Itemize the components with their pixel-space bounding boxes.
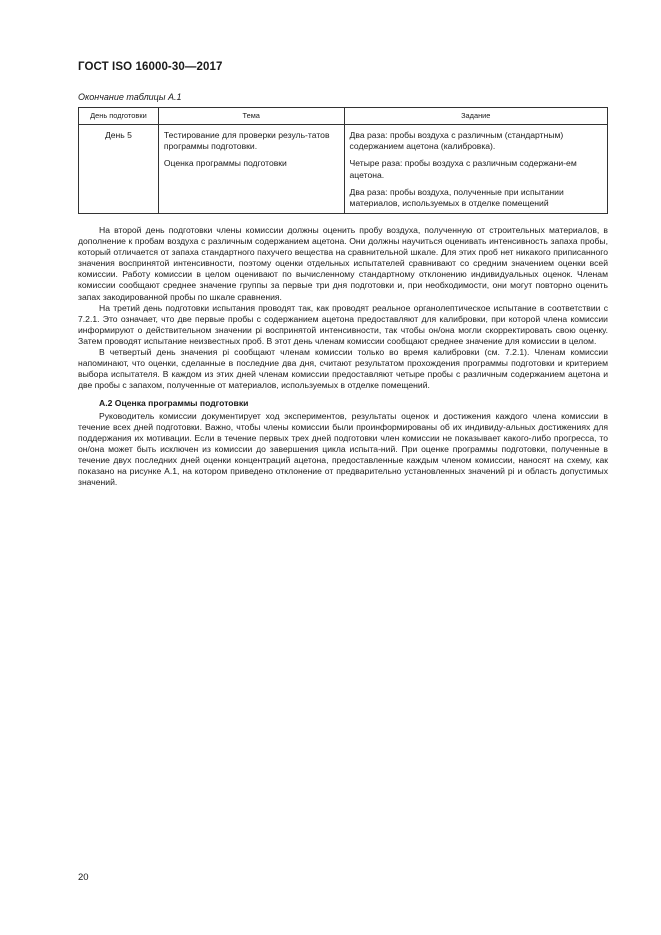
paragraph: В четвертый день значения pi сообщают членам комиссии только во время калибровки (см. 7.2.1). Членам комиссии напоминают, что оценки, сделанные в последние два дня, считают результатом прохождения программы подготовки и критерием выбора испытателя. В каждом из этих дней членам комиссии предоставляют четыре пробы с различным содержанием ацетона и две пробы с запахом, полученные от материалов, используемых в отделке помещений. — [78, 347, 608, 391]
paragraph: На второй день подготовки члены комиссии должны оценить пробу воздуха, полученную от строительных материалов, в дополнение к пробам воздуха с различным содержанием ацетона. Они должны научиться оценивать интенсивность запаха пробы, который отличается от запаха стандартного пахучего вещества на сравнительной шкале. Для этих проб нет никакого приписанного значения воспринятой интенсивности, поэтому оценки отдельных испытателей сравнивают со средним значением оценки всей комиссии. Работу комиссии в целом оценивают по вычисленному стандартному отклонению индивидуальных оценок. Членам комиссии сообщают среднее значение группы за первые три дня подготовки и, при необходимости, они могут повторно оценить запах закодированной пробы по шкале сравнения. — [78, 225, 608, 302]
training-table — [78, 107, 608, 214]
page-number: 20 — [78, 872, 89, 883]
cell-topic — [158, 125, 344, 214]
paragraph: На третий день подготовки испытания проводят так, как проводят реальное органолептическое испытание в соответствии с 7.2.1. Это означает, что две первые пробы с содержанием ацетона предоставляют для калибровки, при которой члена комиссии информируют о действительном значении pi воспринятой интенсивности, так чтобы он/она могли скорректировать свою оценку. Затем проводят испытание неизвестных проб. В этот день членам комиссии сообщают среднее значение для комиссии в целом. — [78, 302, 608, 346]
cell-day: День 5 — [79, 125, 159, 214]
column-header-topic: Тема — [158, 108, 344, 125]
section-heading: А.2 Оценка программы подготовки — [99, 398, 249, 409]
section-paragraph: Руководитель комиссии документирует ход экспериментов, результаты оценок и достижения каждого члена комиссии в течение всех дней подготовки. Важно, чтобы члены комиссии были проинформированы об их индивиду-альных достижениях для поддержания их мотивации. Если в течение первых трех дней подготовки член комиссии не показывает какого-либо прогресса, то он/она может быть исключен из комиссии до завершения цикла испыта-ний. При оценке программы подготовки, полученные в течение двух последних дней оценки концентраций ацетона, предоставленные каждым членом комиссии, наносят на схему, как показано на рисунке А.1, на котором приведено отклонение от предварительно установленных значений pi и область допустимых значений. — [78, 410, 608, 488]
table-caption: Окончание таблицы А.1 — [78, 92, 182, 102]
task-text-3: Два раза: пробы воздуха, полученные при испытании материалов, используемых в отделке помещений — [349, 186, 564, 209]
cell-task — [344, 125, 607, 214]
body-text — [78, 225, 608, 488]
column-header-task: Задание — [344, 108, 607, 125]
task-text-2: Четыре раза: пробы воздуха с различным содержани-ем ацетона. — [349, 158, 577, 180]
column-header-day: День подготовки — [79, 108, 159, 125]
table-row — [79, 125, 608, 214]
topic-text-2: Оценка программы подготовки — [163, 158, 287, 169]
table-header-row — [79, 108, 608, 125]
task-text-1: Два раза: пробы воздуха с различным (стандартным) содержанием ацетона (калибровка). — [349, 130, 564, 152]
topic-text-1: Тестирование для проверки резуль-татов программы подготовки. — [163, 130, 330, 152]
document-header: ГОСТ ISO 16000-30—2017 — [78, 61, 223, 73]
